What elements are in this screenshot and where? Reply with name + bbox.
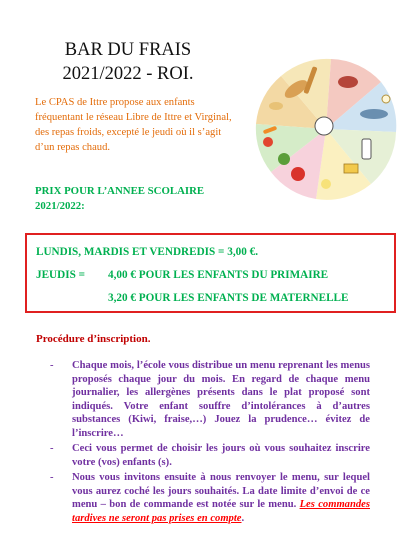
pasta-icon — [269, 102, 283, 110]
cheese-icon — [344, 164, 358, 173]
watermelon-icon — [278, 153, 290, 165]
price-thursday-primary: 4,00 € POUR LES ENFANTS DU PRIMAIRE — [108, 269, 329, 281]
list-bullet: - — [50, 443, 54, 454]
price-heading-line-1: PRIX POUR L’ANNEE SCOLAIRE — [35, 185, 205, 197]
meat-icon — [338, 76, 358, 88]
price-heading — [35, 184, 235, 214]
butter-icon — [321, 179, 331, 189]
procedure-title: Procédure d’inscription. — [36, 333, 151, 345]
document-title — [28, 38, 228, 86]
procedure-item — [50, 471, 370, 525]
price-thursday-label: JEUDIS = — [36, 269, 85, 281]
tomato-icon — [263, 137, 273, 147]
procedure-list — [50, 359, 370, 527]
food-wheel-icon — [236, 44, 416, 214]
apple-icon — [291, 167, 305, 181]
egg-icon — [382, 95, 390, 103]
fish-icon — [360, 109, 388, 119]
price-thursday-maternelle: 3,20 € POUR LES ENFANTS DE MATERNELLE — [108, 292, 349, 304]
title-line-1: BAR DU FRAIS — [64, 40, 192, 60]
intro-paragraph: Le CPAS de Ittre propose aux enfants fréquentant le réseau Libre de Ittre et Virginal, des repas froids, excepté le jeudi où il s’agit d’un repas chaud. — [35, 97, 232, 153]
procedure-item — [50, 442, 370, 469]
list-bullet: - — [50, 360, 54, 371]
bowl-icon — [315, 117, 333, 135]
procedure-item-end: . — [241, 512, 245, 524]
late-orders-warning: Les commandes tardives ne seront pas prises en compte — [72, 499, 370, 524]
procedure-item-text: Chaque mois, l’école vous distribue un menu reprenant les menus proposés chaque jour du mois. En regard de chaque menu journalier, les allergènes présents dans le plat proposé sont indiqués. Votre enfant souffre d’intolérances à d’autres substances (Kiwi, fraise,…) Jouez la prudence… évitez de l’inscrire… — [72, 360, 370, 439]
milk-bottle-icon — [362, 139, 371, 159]
procedure-item-text: Ceci vous permet de choisir les jours où vous souhaitez inscrire votre (vos) enfants (s). — [72, 443, 370, 468]
procedure-item — [50, 359, 370, 440]
title-line-2: 2021/2022 - ROI. — [62, 64, 194, 84]
price-heading-line-2: 2021/2022: — [35, 200, 85, 212]
procedure-item-text: Nous vous invitons ensuite à nous renvoyer le menu, sur lequel vous aurez coché les jours souhaités. La date limite d’envoi de ce menu – bon de commande est notée sur le menu. — [72, 472, 370, 510]
price-mon-tue-fri: LUNDIS, MARDIS ET VENDREDIS = 3,00 €. — [36, 246, 258, 258]
list-bullet: - — [50, 472, 54, 483]
